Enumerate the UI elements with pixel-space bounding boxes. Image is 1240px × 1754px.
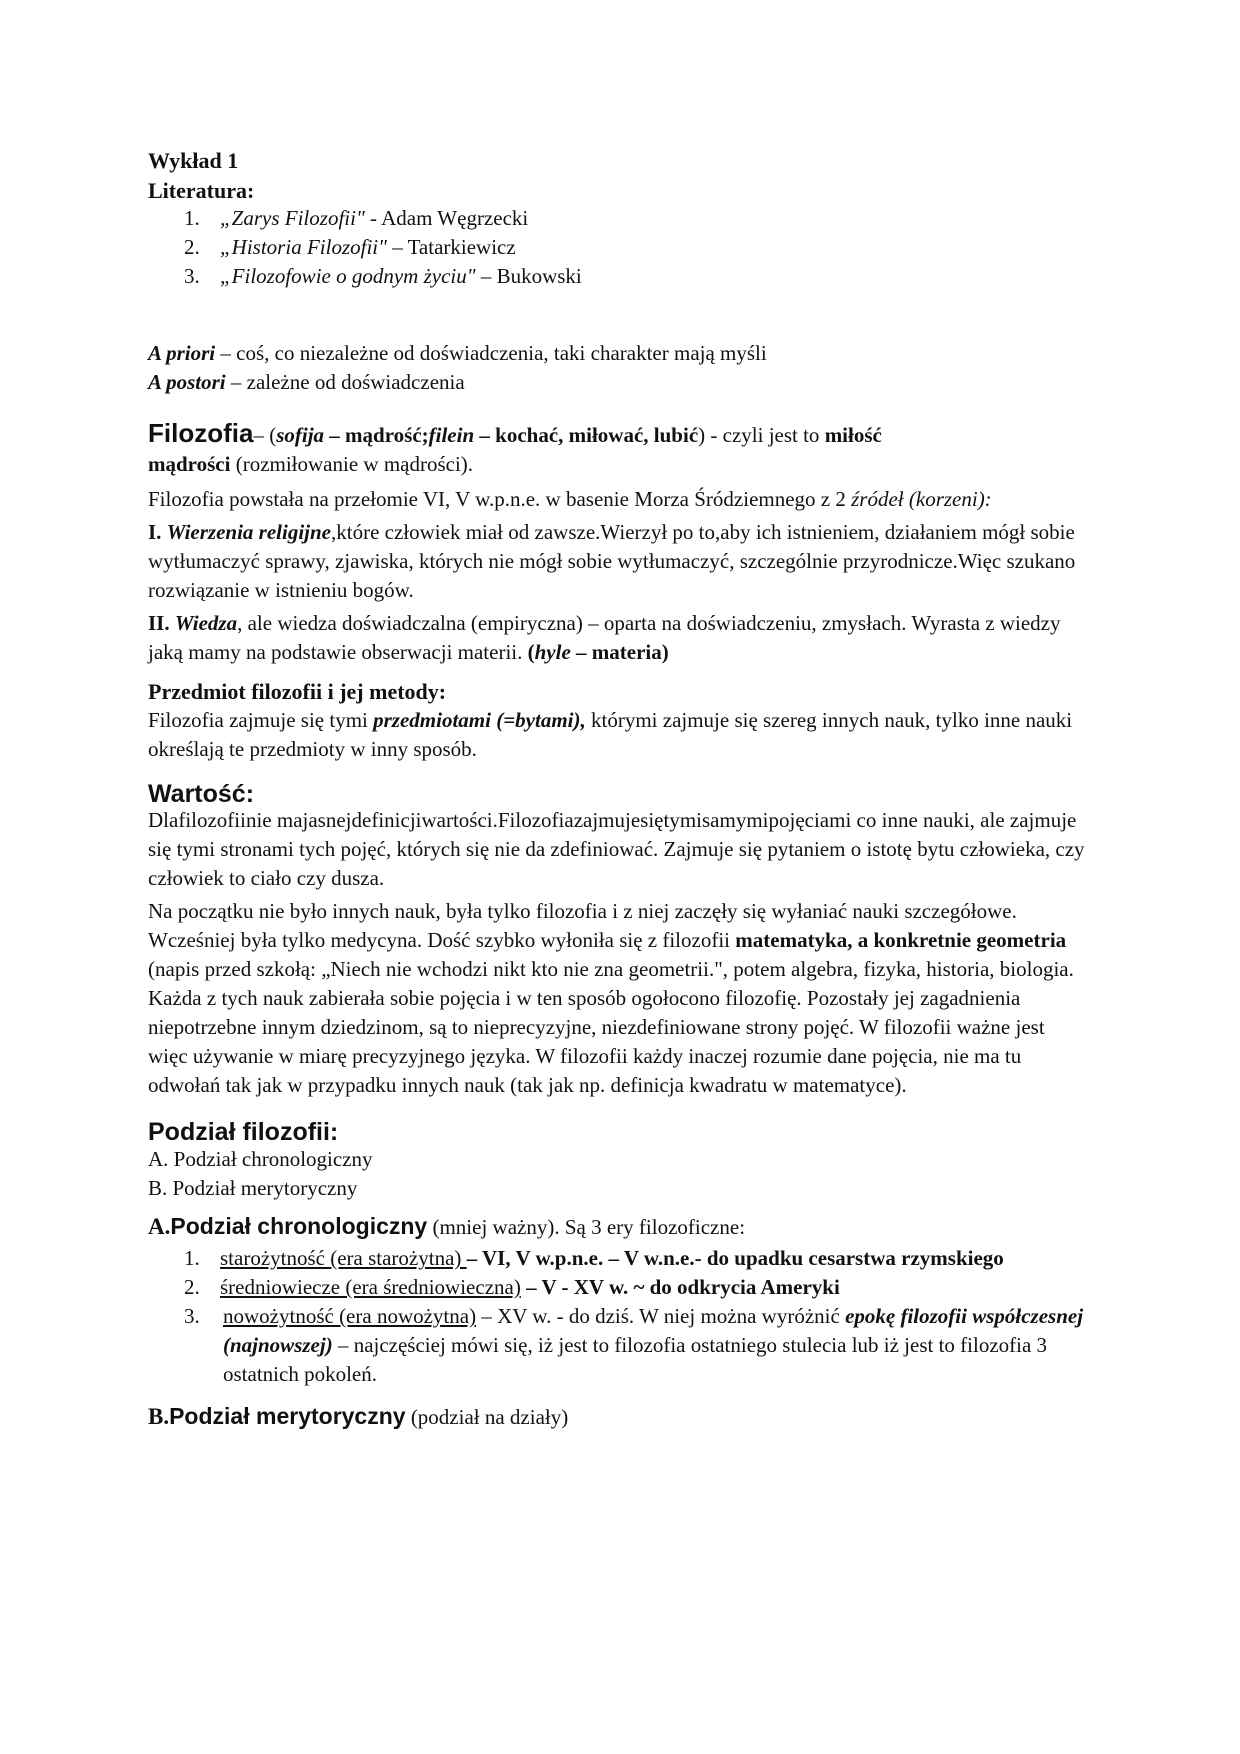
list-item: 2. „Historia Filozofii" – Tatarkiewicz	[184, 235, 516, 259]
podzial-a: A. Podział chronologiczny	[148, 1147, 373, 1171]
list-item: 3. „Filozofowie o godnym życiu" – Bukowski	[184, 264, 582, 288]
przedmiot-heading: Przedmiot filozofii i jej metody:	[148, 679, 447, 704]
wierzenia-paragraph: I. Wierzenia religijne,które człowiek miał od zawsze.Wierzył po to,aby ich istnieniem, działaniem mógł sobie wytłumaczyć sprawy, zjawiska, których nie mógł sobie wytłumaczyć, szczególnie przyrodnicze.Więc szukano rozwiązanie w istnieniu bogów.	[148, 520, 1076, 602]
list-item: 3. nowożytność (era nowożytna) – XV w. - do dziś. W niej można wyróżnić epokę filozofii współczesnej (najnowszej) – najczęściej mówi się, iż jest to filozofia ostatniego stulecia lub iż jest to filozofia 3 ostatnich pokoleń.	[184, 1304, 1084, 1386]
podzial-b: B. Podział merytoryczny	[148, 1176, 358, 1200]
podzial-heading: Podział filozofii:	[148, 1118, 339, 1146]
list-item: 1. „Zarys Filozofii" - Adam Węgrzecki	[184, 206, 529, 230]
eras-list	[148, 1244, 1088, 1389]
chrono-heading: A.Podział chronologiczny (mniej ważny). Są 3 ery filozoficzne:	[148, 1213, 746, 1239]
literature-list	[148, 204, 1088, 291]
wartosc-paragraph-1: Dlafilozofiinie majasnejdefinicjiwartości.Filozofiazajmujesiętymisamymipojęciami co inne nauki, ale zajmuje się tymi stronami tych pojęć, których się nie da zdefiniować. Zajmuje się pytaniem o istotę bytu człowieka, czy człowiek to ciało czy dusza.	[148, 808, 1085, 890]
filozofia-definition: Filozofia– (sofija – mądrość;filein – kochać, miłować, lubić) - czyli jest to miłość mądrości (rozmiłowanie w mądrości).	[148, 418, 882, 476]
literature-heading: Literatura:	[148, 178, 255, 203]
list-item: 1. starożytność (era starożytna) – VI, V w.p.n.e. – V w.n.e.- do upadku cesarstwa rzymskiego	[184, 1246, 1004, 1270]
list-item: 2. średniowiecze (era średniowieczna) – V - XV w. ~ do odkrycia Ameryki	[184, 1275, 840, 1299]
lecture-title: Wykład 1	[148, 148, 239, 173]
wartosc-paragraph-2: Na początku nie było innych nauk, była tylko filozofia i z niej zaczęły się wyłaniać nauki szczegółowe. Wcześniej była tylko medycyna. Dość szybko wyłoniła się z filozofii matematyka, a konkretnie geometria (napis przed szkołą: „Niech nie wchodzi nikt kto nie zna geometrii.", potem algebra, fizyka, historia, biologia. Każda z tych nauk zabierała sobie pojęcia i w ten sposób ogołocono filozofię. Pozostały jej zagadnienia niepotrzebne innym dziedzinom, są to nieprecyzyjne, niezdefiniowane strony pojęć. W filozofii ważne jest więc używanie w miarę precyzyjnego języka. W filozofii każdy inaczej rozumie dane pojęcia, nie ma tu odwołań tak jak w przypadku innych nauk (tak jak np. definicja kwadratu w matematyce).	[148, 899, 1074, 1097]
document-page	[148, 146, 1088, 1432]
aposteriori-line: A postori – zależne od doświadczenia	[148, 370, 465, 394]
meryt-heading: B.Podział merytoryczny (podział na działy)	[148, 1403, 569, 1429]
apriori-line: A priori – coś, co niezależne od doświadczenia, taki charakter mają myśli	[148, 341, 767, 365]
przedmiot-paragraph: Filozofia zajmuje się tymi przedmiotami (=bytami), którymi zajmuje się szereg innych nauk, tylko inne nauki określają te przedmioty w inny sposób.	[148, 708, 1073, 761]
origin-paragraph: Filozofia powstała na przełomie VI, V w.p.n.e. w basenie Morza Śródziemnego z 2 źródeł (korzeni):	[148, 487, 992, 511]
wiedza-paragraph: II. Wiedza, ale wiedza doświadczalna (empiryczna) – oparta na doświadczeniu, zmysłach. Wyrasta z wiedzy jaką mamy na podstawie obserwacji materii. (hyle – materia)	[148, 611, 1061, 664]
wartosc-heading: Wartość:	[148, 780, 255, 808]
